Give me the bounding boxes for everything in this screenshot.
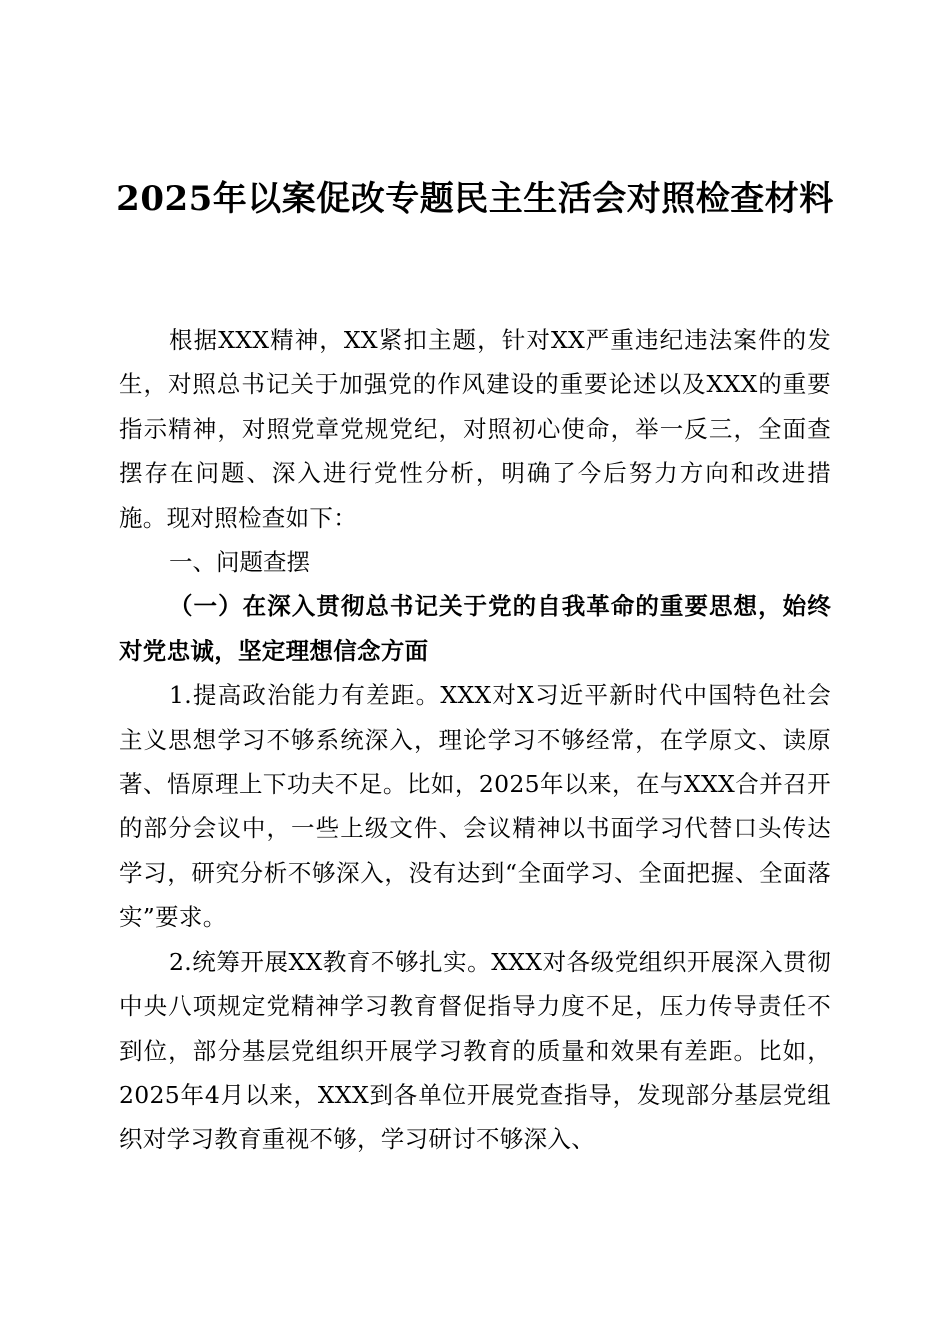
subsection-heading-1: （一）在深入贯彻总书记关于党的自我革命的重要思想，始终对党忠诚，坚定理想信念方面 <box>119 592 831 665</box>
item-paragraph-2: 2.统筹开展XX教育不够扎实。XXX对各级党组织开展深入贯彻中央八项规定党精神学习教育督促指导力度不足，压力传导责任不到位，部分基层党组织开展学习教育的质量和效果有差距。比如，2025年4月以来，XXX到各单位开展党查指导，发现部分基层党组织对学习教育重视不够，学习研讨不够深入、 <box>119 947 831 1154</box>
intro-paragraph: 根据XXX精神，XX紧扣主题，针对XX严重违纪违法案件的发生，对照总书记关于加强党的作风建设的重要论述以及XXX的重要指示精神，对照党章党规党纪，对照初心使命，举一反三，全面查摆存在问题、深入进行党性分析，明确了今后努力方向和改进措施。现对照检查如下： <box>119 326 831 532</box>
document-body <box>119 318 831 1162</box>
item-paragraph-1: 1.提高政治能力有差距。XXX对X习近平新时代中国特色社会主义思想学习不够系统深入，理论学习不够经常，在学原文、读原著、悟原理上下功夫不足。比如，2025年以来，在与XXX合并召开的部分会议中，一些上级文件、会议精神以书面学习代替口头传达学习，研究分析不够深入，没有达到“全面学习、全面把握、全面落实”要求。 <box>119 681 831 932</box>
document-title: 2025年以案促改专题民主生活会对照检查材料 <box>116 179 834 219</box>
section-heading-problems: 一、问题查摆 <box>169 548 310 577</box>
